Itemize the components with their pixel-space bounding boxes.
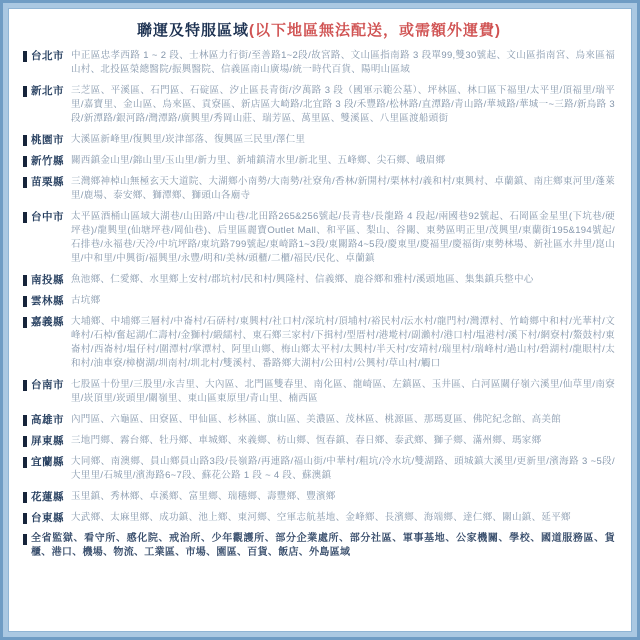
region-areas: 關西鎮金山里/錦山里/玉山里/新力里、新埔鎮清水里/新北里、五峰鄉、尖石鄉、峨眉鄉 (71, 155, 446, 166)
region-row (23, 490, 615, 504)
region-areas: 三灣鄉神棹山無極玄天大道院、大湖鄉小南勢/大南勢/社寮角/香林/新開村/栗林村/義和村/東興村、卓蘭鎮、南庄鄉東河里/蓬萊里/鹿場、泰安鄉、獅潭鄉、獅頭山各廟寺 (71, 176, 615, 201)
row-bullet-icon (23, 51, 27, 62)
region-label: 台東縣 (31, 512, 64, 524)
region-label: 台中市 (31, 211, 64, 223)
region-label: 台北市 (31, 50, 64, 62)
region-row (23, 455, 615, 483)
region-label: 嘉義縣 (31, 316, 64, 328)
row-bullet-icon (23, 492, 27, 503)
region-label: 花蓮縣 (31, 491, 64, 503)
row-bullet-icon (23, 380, 27, 391)
row-bullet-icon (23, 436, 27, 447)
region-row (23, 378, 615, 406)
region-row (23, 210, 615, 266)
region-areas: 大溪區新峰里/復興里/崁津部落、復興區三民里/澤仁里 (71, 134, 306, 145)
region-label: 桃園市 (31, 134, 64, 146)
region-areas: 內門區、六龜區、田寮區、甲仙區、杉林區、旗山區、美濃區、茂林區、桃源區、那瑪夏區、佛陀紀念館、高美館 (71, 414, 562, 425)
region-areas: 三芝區、平溪區、石門區、石碇區、汐止區長青街/汐萬路 3 段（國軍示範公墓）、坪林區、林口區下福里/太平里/頂福里/瑞平里/嘉寶里、金山區、烏來區、貢寮區、新店區大崎路/北宜路 3 段/禾豐路/松林路/直潭路/青山路/華城路/華城一~三路/新烏路 3 段/新潭路/銀河路/灣潭路/廣興里/秀岡山莊、瑞芳區、萬里區、雙溪區、八里區渡船頭街 (71, 85, 615, 124)
region-label: 台南市 (31, 379, 64, 391)
region-row (23, 133, 615, 147)
region-label: 苗栗縣 (31, 176, 64, 188)
page-title (23, 19, 615, 40)
region-areas: 太平區酒桶山區域大湖巷/山田路/中山巷/北田路265&256號起/長青巷/長龍路 4 段起/兩國巷92號起、石岡區金星里(下坑巷/硬坪巷)/龍興里(仙塘坪巷/岡仙巷)、后里區麗寶Outlet Mall、和平區、梨山、谷關、東勢區明正里/茂興里/東蘭街195&194號起/石排巷/永福巷/天冷/中坑坪路/東坑路799號起/東崎路1~3段/東關路4~5段/慶東里/慶福里/慶福街/東勢林場、新社區水井里/崑山里/中和里/中興街/福興里/永豐/明和/美林/頭櫃/二櫃/福民/民化、卓蘭鎮 (71, 211, 615, 264)
region-row (23, 315, 615, 371)
region-areas: 中正區忠孝西路 1 ~ 2 段、士林區力行街/至善路1~2段/故宮路、文山區指南路 3 段單99,雙30號起、文山區指南宮、烏來區福山村、北投區榮總醫院/振興醫院、信義區南山廣場/統一時代百貨、陽明山區域 (71, 50, 615, 75)
region-row (23, 294, 615, 308)
row-bullet-icon (23, 156, 27, 167)
row-bullet-icon (23, 317, 27, 328)
region-areas: 大同鄉、南澳鄉、員山鄉員山路3段/長嶺路/再連路/福山街/中華村/粗坑/冷水坑/雙湖路、頭城鎮大溪里/更新里/濱海路 3 ~5段/大里里/石城里/濱海路6~7段、蘇花公路 1 段 ~ 4 段、蘇澳鎮 (71, 456, 615, 481)
row-bullet-icon (23, 275, 27, 286)
region-row (23, 175, 615, 203)
row-bullet-icon (23, 177, 27, 188)
region-areas: 古坑鄉 (71, 295, 101, 306)
region-list (23, 49, 615, 560)
region-row (23, 154, 615, 168)
region-label: 新北市 (31, 85, 64, 97)
region-label: 雲林縣 (31, 295, 64, 307)
title-main: 聯運及特服區域 (136, 22, 249, 39)
region-label: 宜蘭縣 (31, 456, 64, 468)
row-bullet-icon (23, 212, 27, 223)
region-row (23, 49, 615, 77)
region-row (23, 434, 615, 448)
region-areas: 大武鄉、太麻里鄉、成功鎮、池上鄉、東河鄉、空軍志航基地、金峰鄉、長濱鄉、海端鄉、達仁鄉、關山鎮、延平鄉 (71, 512, 571, 523)
region-areas: 全省監獄、看守所、感化院、戒治所、少年觀護所、部分企業處所、部分社區、軍事基地、公家機關、學校、國道服務區、貨櫃、港口、機場、物流、工業區、市場、園區、百貨、飯店、外島區域 (31, 533, 615, 558)
region-label: 新竹縣 (31, 155, 64, 167)
row-bullet-icon (23, 513, 27, 524)
region-row (23, 532, 615, 560)
row-bullet-icon (23, 296, 27, 307)
region-row (23, 273, 615, 287)
region-label: 屏東縣 (31, 435, 64, 447)
title-warning: (以下地區無法配送，或需額外運費) (249, 22, 501, 39)
row-bullet-icon (23, 415, 27, 426)
region-row (23, 511, 615, 525)
region-areas: 三地門鄉、霧台鄉、牡丹鄉、車城鄉、來義鄉、枋山鄉、恆春鎮、春日鄉、泰武鄉、獅子鄉、滿州鄉、瑪家鄉 (71, 435, 542, 446)
row-bullet-icon (23, 135, 27, 146)
region-row (23, 413, 615, 427)
region-label: 高雄市 (31, 414, 64, 426)
region-row (23, 84, 615, 126)
region-label: 南投縣 (31, 274, 64, 286)
region-areas: 七股區十份里/三股里/永吉里、大內區、北門區雙春里、南化區、龍崎區、左鎮區、玉井區、白河區關仔嶺六溪里/仙草里/南寮里/崁頂里/崁頭里/關嶺里、東山區東原里/青山里、楠西區 (71, 379, 615, 404)
row-bullet-icon (23, 534, 27, 545)
row-bullet-icon (23, 86, 27, 97)
row-bullet-icon (23, 457, 27, 468)
region-areas: 玉里鎮、秀林鄉、卓溪鄉、富里鄉、瑞穗鄉、壽豐鄉、豐濱鄉 (71, 491, 336, 502)
region-areas: 大埔鄉、中埔鄉三層村/中崙村/石硦村/東興村/社口村/深坑村/頂埔村/裕民村/沄水村/龍門村/灣潭村、竹崎鄉中和村/光華村/文峰村/石棹/奮起湖/仁壽村/金獅村/緞繻村、東石鄉三家村/下揖村/型厝村/港墘村/副瀨村/港口村/塭港村/溪下村/網寮村/鰲鼓村/東崙村/西崙村/塭仔村/圍潭村/掌潭村、阿里山鄉、梅山鄉太平村/太興村/半天村/安靖村/瑞里村/瑞峰村/過山村/碧湖村/龍眼村/太和村/油車寮/樟樹湖/圳南村/圳北村/雙溪村、番路鄉大湖村/公田村/公興村/草山村/觸口 (71, 316, 615, 369)
region-areas: 魚池鄉、仁愛鄉、水里鄉上安村/郡坑村/民和村/興隆村、信義鄉、鹿谷鄉和雅村/溪頭地區、集集鎮兵整中心 (71, 274, 534, 285)
notice-panel (8, 8, 632, 632)
